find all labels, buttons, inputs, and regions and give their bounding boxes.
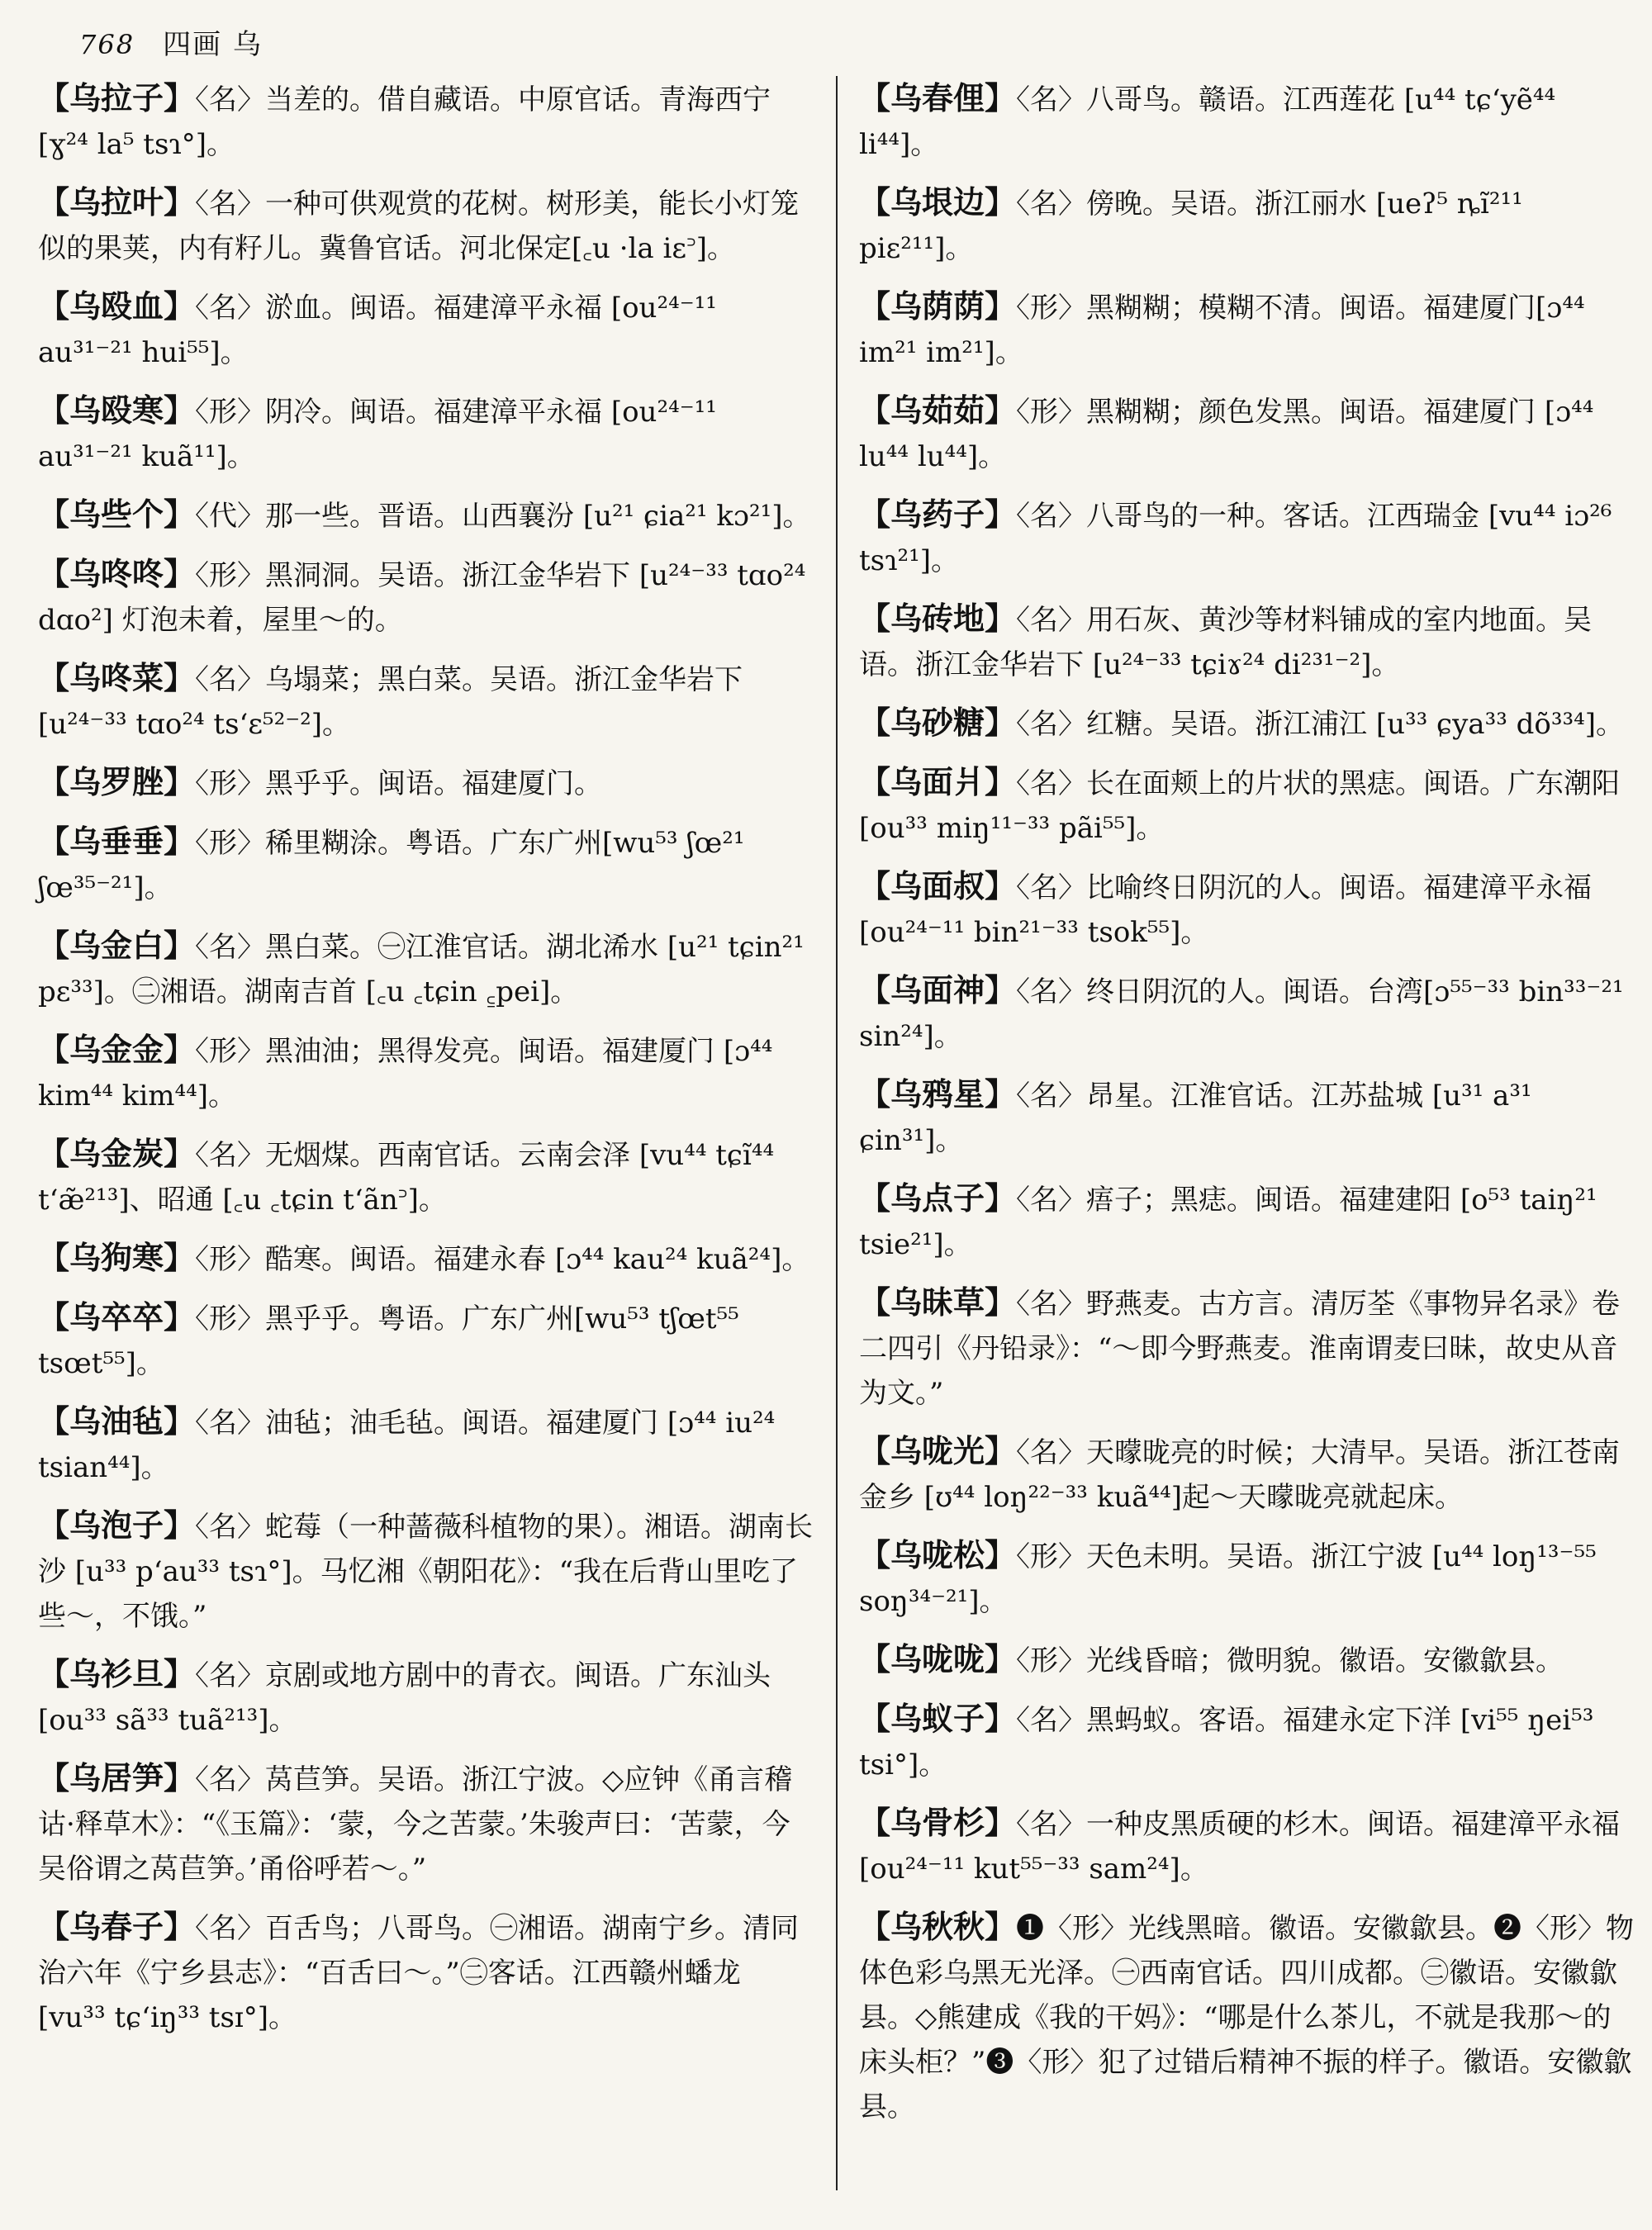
- entry-definition: 〈形〉酷寒。闽语。福建永春 [ɔ⁴⁴ kau²⁴ kuã²⁴]。: [195, 1243, 810, 1276]
- dictionary-entry: [38, 1295, 814, 1386]
- entry-headword: 【乌殴血】: [38, 287, 196, 325]
- page-header: [79, 21, 263, 62]
- dictionary-entry: [859, 1176, 1635, 1267]
- entry-definition: 〈名〉八哥鸟的一种。客话。江西瑞金 [vu⁴⁴ iɔ²⁶ tsɿ²¹]。: [859, 500, 1612, 577]
- entry-definition: 〈名〉百舌鸟；八哥鸟。㊀湘语。湖南宁乡。清同治六年《宁乡县志》：“百舌曰～。”㊁客话。江西赣州蟠龙 [vu³³ tɕ‘iŋ³³ tsɪ°]。: [38, 1912, 800, 2034]
- entry-definition: 〈形〉黑洞洞。吴语。浙江金华岩下 [u²⁴⁻³³ tɑo²⁴ dɑo²] 灯泡未着，屋里～的。: [38, 559, 806, 637]
- entry-definition: 〈名〉黑蚂蚁。客语。福建永定下洋 [vi⁵⁵ ŋei⁵³ tsi°]。: [859, 1704, 1594, 1782]
- entry-definition: 〈名〉京剧或地方剧中的青衣。闽语。广东汕头 [ou³³ sã³³ tuã²¹³]。: [38, 1659, 771, 1737]
- entry-definition: 〈名〉乌塌菜；黑白菜。吴语。浙江金华岩下 [u²⁴⁻³³ tɑo²⁴ ts‘ɛ⁵²⁻²]。: [38, 663, 743, 741]
- entry-definition: 〈形〉稀里糊涂。粤语。广东广州[wu⁵³ ʃœ²¹ ʃœ³⁵⁻²¹]。: [38, 827, 745, 904]
- entry-headword: 【乌春俚】: [859, 79, 1017, 116]
- dictionary-entry: [38, 492, 814, 539]
- entry-definition: 〈形〉黑乎乎。闽语。福建厦门。: [195, 767, 603, 800]
- entry-headword: 【乌砂糖】: [859, 704, 1017, 741]
- dictionary-entry: [859, 1905, 1635, 2129]
- dictionary-entry: [859, 1637, 1635, 1683]
- entry-definition: 〈名〉淤血。闽语。福建漳平永福 [ou²⁴⁻¹¹ au³¹⁻²¹ hui⁵⁵]。: [38, 292, 717, 369]
- dictionary-entry: [859, 864, 1635, 955]
- entry-headword: 【乌荫荫】: [859, 287, 1017, 325]
- entry-headword: 【乌狗寒】: [38, 1239, 196, 1276]
- dictionary-entry: [38, 180, 814, 271]
- entry-headword: 【乌鸦星】: [859, 1075, 1017, 1113]
- dictionary-entry: [859, 1801, 1635, 1891]
- entry-headword: 【乌咙松】: [859, 1536, 1017, 1573]
- entry-definition: 〈形〉黑糊糊；模糊不清。闽语。福建厦门[ɔ⁴⁴ im²¹ im²¹]。: [859, 292, 1585, 369]
- entry-definition: 〈形〉阴冷。闽语。福建漳平永福 [ou²⁴⁻¹¹ au³¹⁻²¹ kuã¹¹]。: [38, 396, 717, 473]
- entry-definition: ❶〈形〉光线黑暗。徽语。安徽歙县。❷〈形〉物体色彩乌黑无光泽。㊀西南官话。四川成都。㊁徽语。安徽歙县。◇熊建成《我的干妈》：“哪是什么茶儿，不就是我那～的床头柜？”❸〈形〉犯了过错后精神不振的样子。徽语。安徽歙县。: [859, 1912, 1635, 2123]
- entry-headword: 【乌垂垂】: [38, 823, 196, 860]
- entry-definition: 〈名〉黑白菜。㊀江淮官话。湖北浠水 [u²¹ tɕin²¹ pɛ³³]。㊁湘语。湖南吉首 [꜀u ꜀tɕin ꜁pei]。: [38, 931, 805, 1008]
- entry-headword: 【乌拉子】: [38, 79, 196, 116]
- entry-definition: 〈名〉红糖。吴语。浙江浦江 [u³³ ɕya³³ dõ³³⁴]。: [1016, 708, 1625, 741]
- dictionary-entry: [859, 1072, 1635, 1163]
- entry-definition: 〈名〉当差的。借自藏语。中原官话。青海西宁 [ɣ²⁴ la⁵ tsɿ°]。: [38, 83, 771, 161]
- entry-headword: 【乌殴寒】: [38, 391, 196, 429]
- dictionary-entry: [38, 760, 814, 806]
- entry-definition: 〈形〉天色未明。吴语。浙江宁波 [u⁴⁴ loŋ¹³⁻⁵⁵ soŋ³⁴⁻²¹]。: [859, 1540, 1597, 1618]
- entry-headword: 【乌罗脞】: [38, 763, 196, 800]
- entry-headword: 【乌咚菜】: [38, 659, 196, 696]
- entry-definition: 〈名〉油毡；油毛毡。闽语。福建厦门 [ɔ⁴⁴ iu²⁴ tsian⁴⁴]。: [38, 1407, 776, 1484]
- entry-headword: 【乌金白】: [38, 927, 196, 964]
- dictionary-entry: [38, 552, 814, 643]
- entry-headword: 【乌泡子】: [38, 1506, 196, 1544]
- entry-definition: 〈名〉昂星。江淮官话。江苏盐城 [u³¹ a³¹ ɕin³¹]。: [859, 1079, 1532, 1157]
- entry-definition: 〈名〉长在面颊上的片状的黑痣。闽语。广东潮阳 [ou³³ miŋ¹¹⁻³³ pãi⁵⁵]。: [859, 767, 1621, 845]
- entry-definition: 〈形〉黑油油；黑得发亮。闽语。福建厦门 [ɔ⁴⁴ kim⁴⁴ kim⁴⁴]。: [38, 1035, 773, 1113]
- entry-definition: 〈名〉终日阴沉的人。闽语。台湾[ɔ⁵⁵⁻³³ bin³³⁻²¹ sin²⁴]。: [859, 975, 1624, 1053]
- entry-headword: 【乌面爿】: [859, 763, 1017, 800]
- entry-headword: 【乌砖地】: [859, 600, 1017, 637]
- page-number: 768: [79, 29, 135, 60]
- dictionary-entry: [859, 1280, 1635, 1416]
- dictionary-entry: [859, 492, 1635, 583]
- entry-definition: 〈名〉野燕麦。古方言。清厉荃《事物异名录》卷二四引《丹铅录》：“～即今野燕麦。淮南谓麦曰昧，故史从音为文。”: [859, 1288, 1621, 1410]
- entry-headword: 【乌骨杉】: [859, 1804, 1017, 1841]
- entry-headword: 【乌面叔】: [859, 867, 1017, 904]
- entry-headword: 【乌居笋】: [38, 1759, 196, 1796]
- dictionary-entry: [859, 1429, 1635, 1520]
- dictionary-entry: [38, 76, 814, 167]
- dictionary-entry: [38, 819, 814, 910]
- entry-definition: 〈名〉用石灰、黄沙等材料铺成的室内地面。吴语。浙江金华岩下 [u²⁴⁻³³ tɕiɤ²⁴ di²³¹⁻²]。: [859, 604, 1593, 681]
- entry-headword: 【乌金金】: [38, 1031, 196, 1068]
- entry-headword: 【乌点子】: [859, 1179, 1017, 1217]
- entry-definition: 〈形〉黑乎乎。粤语。广东广州[wu⁵³ tʃœt⁵⁵ tsœt⁵⁵]。: [38, 1302, 739, 1380]
- dictionary-entry: [859, 1533, 1635, 1624]
- entry-definition: 〈形〉光线昏暗；微明貌。徽语。安徽歙县。: [1016, 1644, 1564, 1677]
- dictionary-entry: [38, 388, 814, 479]
- dictionary-entry: [38, 1503, 814, 1639]
- entry-headword: 【乌秋秋】: [859, 1908, 1017, 1945]
- dictionary-entry: [38, 1905, 814, 2040]
- entry-headword: 【乌蚁子】: [859, 1700, 1017, 1737]
- entry-headword: 【乌春子】: [38, 1908, 196, 1945]
- dictionary-entry: [859, 1696, 1635, 1787]
- left-column: [38, 76, 814, 2053]
- entry-definition: 〈名〉一种皮黑质硬的杉木。闽语。福建漳平永福 [ou²⁴⁻¹¹ kut⁵⁵⁻³³ sam²⁴]。: [859, 1808, 1621, 1886]
- entry-headword: 【乌金炭】: [38, 1135, 196, 1172]
- entry-definition: 〈名〉比喻终日阴沉的人。闽语。福建漳平永福 [ou²⁴⁻¹¹ bin²¹⁻³³ tsok⁵⁵]。: [859, 871, 1593, 949]
- entry-definition: 〈名〉傍晚。吴语。浙江丽水 [ueʔ⁵ ȵĩ²¹¹ piɛ²¹¹]。: [859, 187, 1523, 265]
- dictionary-entry: [38, 1756, 814, 1891]
- entry-headword: 【乌面神】: [859, 971, 1017, 1008]
- entry-headword: 【乌衫旦】: [38, 1655, 196, 1692]
- dictionary-entry: [859, 76, 1635, 167]
- entry-headword: 【乌咙光】: [859, 1432, 1017, 1469]
- entry-definition: 〈名〉莴苣笋。吴语。浙江宁波。◇应钟《甬言稽诂·释草木》：“《玉篇》：‘蒙，今之苦蒙。’朱骏声曰：‘苦蒙，今吴俗谓之莴苣笋。’甬俗呼若～。”: [38, 1763, 793, 1886]
- dictionary-entry: [859, 284, 1635, 375]
- section-title: 四画 乌: [163, 28, 263, 61]
- entry-headword: 【乌药子】: [859, 496, 1017, 533]
- entry-definition: 〈名〉八哥鸟。赣语。江西莲花 [u⁴⁴ tɕ‘yẽ⁴⁴ li⁴⁴]。: [859, 83, 1556, 161]
- dictionary-entry: [859, 760, 1635, 851]
- right-column: [859, 76, 1635, 2142]
- entry-definition: 〈名〉一种可供观赏的花树。树形美，能长小灯笼似的果荚，内有籽儿。冀鲁官话。河北保定[꜀u ·la iɛ꜄]。: [38, 187, 800, 265]
- dictionary-entry: [38, 1132, 814, 1222]
- dictionary-entry: [38, 284, 814, 375]
- entry-definition: 〈代〉那一些。晋语。山西襄汾 [u²¹ ɕia²¹ kɔ²¹]。: [195, 500, 811, 533]
- dictionary-entry: [38, 923, 814, 1014]
- entry-headword: 【乌茹茹】: [859, 391, 1017, 429]
- entry-headword: 【乌拉叶】: [38, 183, 196, 221]
- entry-headword: 【乌垠边】: [859, 183, 1017, 221]
- dictionary-entry: [38, 1027, 814, 1118]
- entry-headword: 【乌咚咚】: [38, 555, 196, 592]
- dictionary-entry: [38, 1652, 814, 1743]
- entry-headword: 【乌卒卒】: [38, 1298, 196, 1336]
- entry-definition: 〈名〉无烟煤。西南官话。云南会泽 [vu⁴⁴ tɕĩ⁴⁴ t‘æ̃²¹³]、昭通 [꜀u ꜀tɕin t‘ãn꜄]。: [38, 1139, 775, 1217]
- column-divider: [836, 76, 838, 2190]
- entry-headword: 【乌咙咙】: [859, 1640, 1017, 1677]
- dictionary-entry: [38, 1236, 814, 1282]
- dictionary-entry: [38, 656, 814, 747]
- dictionary-entry: [859, 700, 1635, 747]
- dictionary-entry: [38, 1399, 814, 1490]
- dictionary-entry: [859, 180, 1635, 271]
- dictionary-entry: [859, 596, 1635, 687]
- entry-headword: 【乌昧草】: [859, 1283, 1017, 1321]
- entry-headword: 【乌油毡】: [38, 1402, 196, 1440]
- entry-headword: 【乌些个】: [38, 496, 196, 533]
- entry-definition: 〈名〉天曚昽亮的时候；大清早。吴语。浙江苍南金乡 [ʊ⁴⁴ loŋ²²⁻³³ kuã⁴⁴]起～天曚昽亮就起床。: [859, 1436, 1621, 1514]
- entry-definition: 〈名〉痦子；黑痣。闽语。福建建阳 [o⁵³ taiŋ²¹ tsie²¹]。: [859, 1184, 1597, 1261]
- entry-definition: 〈形〉黑糊糊；颜色发黑。闽语。福建厦门 [ɔ⁴⁴ lu⁴⁴ lu⁴⁴]。: [859, 396, 1594, 473]
- dictionary-entry: [859, 388, 1635, 479]
- entry-definition: 〈名〉蛇莓（一种蔷薇科植物的果）。湘语。湖南长沙 [u³³ p‘au³³ tsɿ°]。马忆湘《朝阳花》：“我在后背山里吃了些～，不饿。”: [38, 1511, 814, 1633]
- dictionary-entry: [859, 968, 1635, 1059]
